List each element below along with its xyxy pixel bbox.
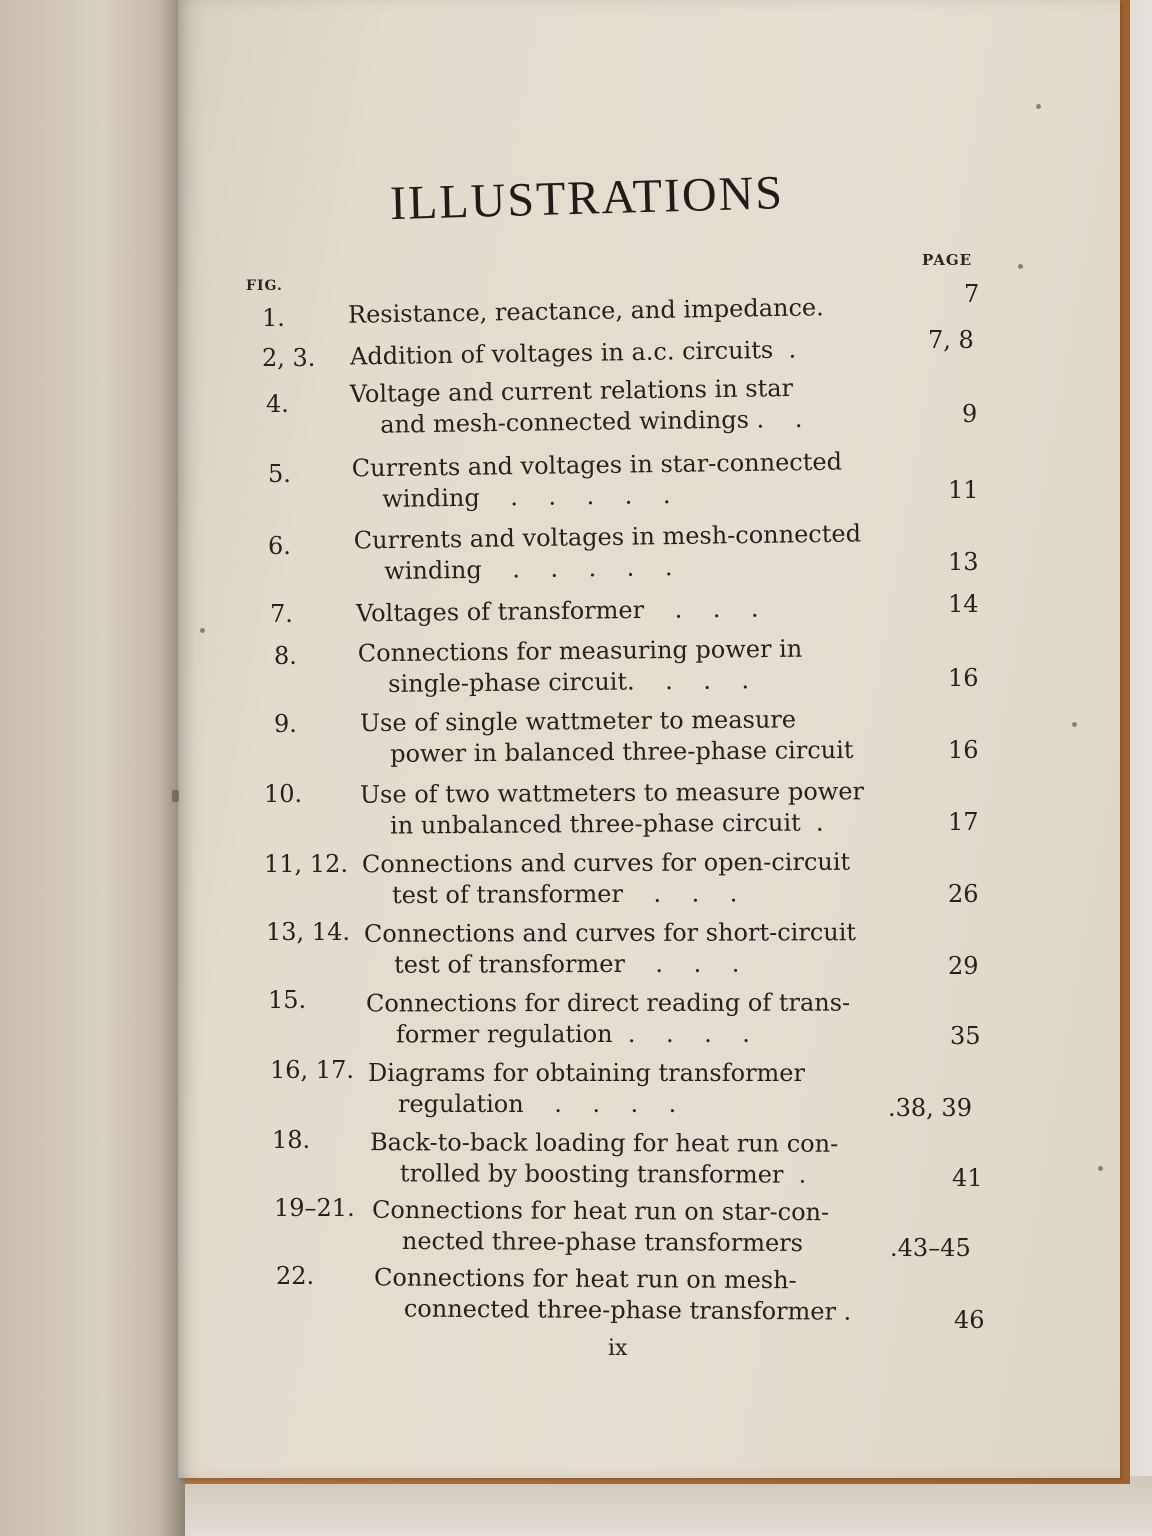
fig-number: 7. bbox=[270, 600, 293, 628]
paper-speck bbox=[172, 790, 179, 802]
paper-speck bbox=[1098, 1166, 1103, 1171]
entry-description: Diagrams for obtaining transformer regulation . . . . bbox=[368, 1059, 805, 1118]
entry-description: Voltages of transformer . . . bbox=[355, 594, 759, 628]
page-title: ILLUSTRATIONS bbox=[389, 166, 785, 231]
page-number: 14 bbox=[948, 590, 979, 618]
entry-description: Connections and curves for open-circuit test of transformer . . . bbox=[361, 847, 851, 910]
fig-number: 1. bbox=[262, 304, 285, 332]
entry-description: Connections for direct reading of trans- former regulation . . . . bbox=[365, 988, 851, 1049]
fig-number: 15. bbox=[268, 986, 307, 1014]
page-column-label: PAGE bbox=[922, 251, 973, 269]
page-number: 16 bbox=[948, 664, 979, 692]
page-number: 11 bbox=[948, 476, 979, 504]
page-number: 26 bbox=[948, 880, 979, 908]
entry-description: Addition of voltages in a.c. circuits . bbox=[349, 335, 797, 371]
fig-number: 16, 17. bbox=[270, 1056, 354, 1084]
page-number: 16 bbox=[948, 736, 979, 764]
paper-speck bbox=[200, 628, 205, 633]
page-number: 17 bbox=[948, 808, 979, 836]
page-number: 41 bbox=[952, 1164, 983, 1192]
page-number: 29 bbox=[948, 952, 979, 980]
fig-number: 4. bbox=[266, 390, 289, 418]
fig-number: 8. bbox=[274, 642, 297, 670]
entry-description: Connections for measuring power in single-phase circuit. . . . bbox=[357, 634, 803, 699]
entry-description: Voltage and current relations in star and mesh-connected windings . . bbox=[349, 373, 803, 439]
fig-number: 10. bbox=[264, 780, 303, 808]
page-folio: ix bbox=[608, 1336, 628, 1361]
fig-number: 6. bbox=[268, 532, 291, 560]
fig-number: 2, 3. bbox=[262, 344, 316, 372]
fig-number: 9. bbox=[274, 710, 297, 738]
entry-description: Resistance, reactance, and impedance. bbox=[347, 293, 824, 329]
page-number: .43–45 bbox=[890, 1234, 971, 1262]
entry-description: Back-to-back loading for heat run con- trolled by boosting transformer . bbox=[370, 1128, 839, 1189]
paper-speck bbox=[1072, 722, 1077, 727]
fig-number: 11, 12. bbox=[264, 850, 348, 878]
entry-description: Connections for heat run on star-con- nected three-phase transformers bbox=[372, 1195, 830, 1258]
fig-number: 19–21. bbox=[274, 1194, 355, 1222]
facing-page bbox=[0, 0, 185, 1536]
page-number: 13 bbox=[948, 548, 979, 576]
page-number: 35 bbox=[950, 1022, 981, 1050]
entry-description: Currents and voltages in mesh-connected winding . . . . . bbox=[353, 519, 862, 586]
page-number: 9 bbox=[962, 400, 978, 428]
paper-speck bbox=[1018, 264, 1023, 269]
fig-number: 13, 14. bbox=[266, 918, 350, 946]
page-number: 46 bbox=[954, 1306, 985, 1334]
entry-description: Connections and curves for short-circuit test of transformer . . . bbox=[363, 918, 857, 979]
paper-speck bbox=[1036, 104, 1041, 109]
page-number: .38, 39 bbox=[888, 1094, 972, 1122]
page-number: 7 bbox=[964, 280, 980, 308]
entry-description: Currents and voltages in star-connected winding . . . . . bbox=[351, 447, 843, 514]
fig-number: 22. bbox=[276, 1262, 315, 1290]
entry-description: Connections for heat run on mesh- connected three-phase transformer . bbox=[374, 1263, 852, 1326]
fig-column-label: FIG. bbox=[246, 278, 283, 294]
fig-number: 5. bbox=[268, 460, 291, 488]
fig-number: 18. bbox=[272, 1126, 311, 1154]
entry-description: Use of two wattmeters to measure power in unbalanced three-phase circuit . bbox=[359, 777, 865, 840]
entry-description: Use of single wattmeter to measure power in balanced three-phase circuit bbox=[359, 705, 854, 768]
page-number: 7, 8 bbox=[928, 326, 974, 354]
